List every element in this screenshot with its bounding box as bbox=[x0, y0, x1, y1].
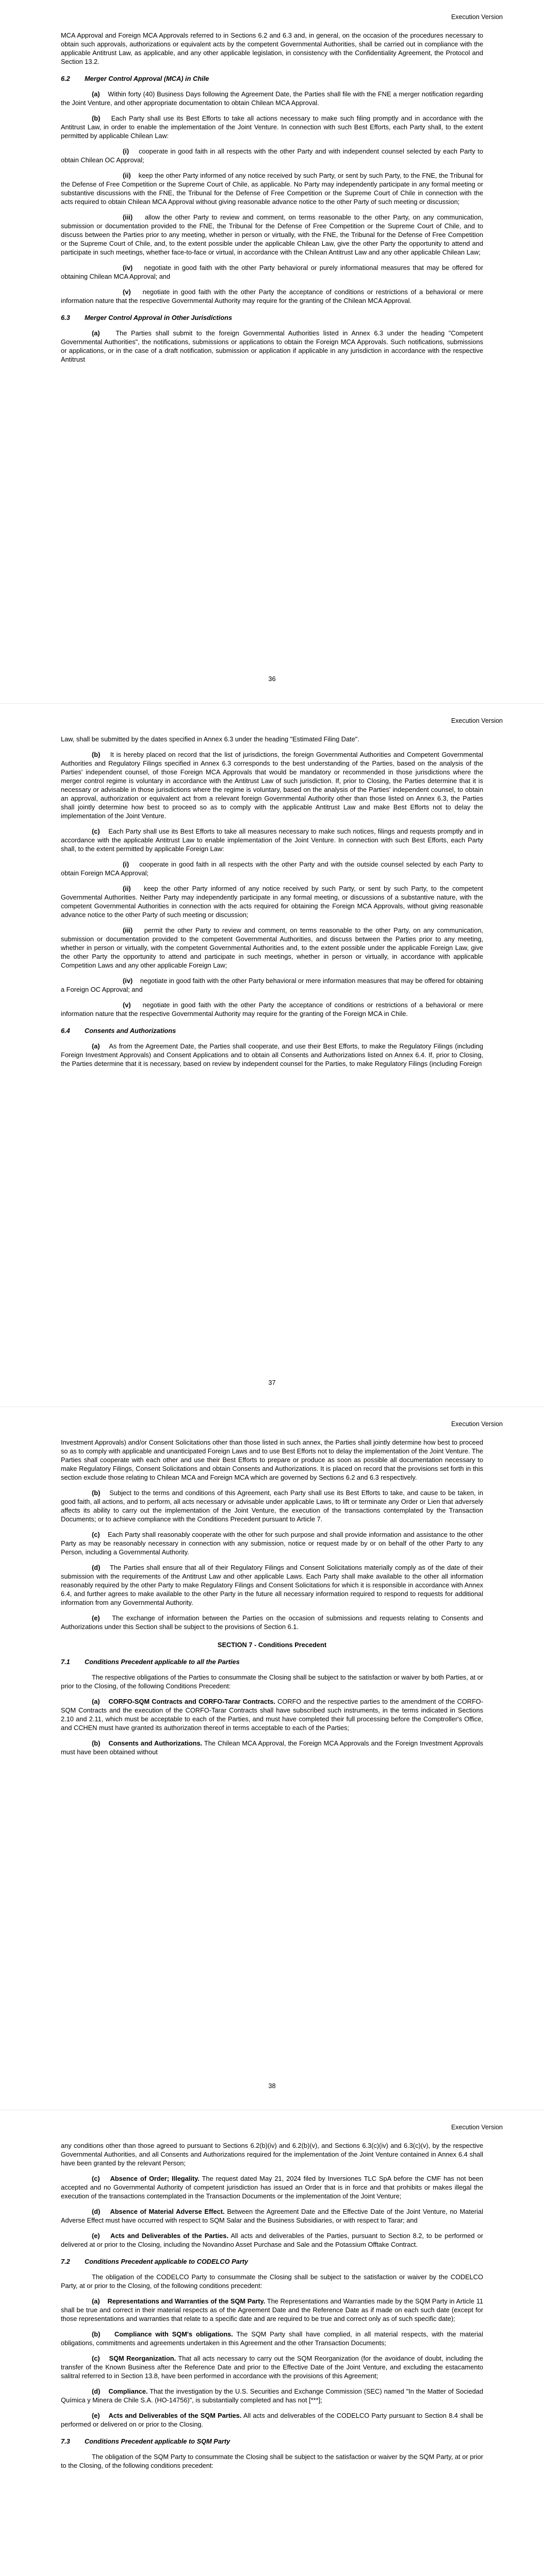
paragraph bbox=[61, 2297, 483, 2323]
clause-label: (b) bbox=[92, 114, 101, 122]
paragraph-text: The request dated May 21, 2024 filed by Inversiones TLC SpA before the CMF has not been accepted and no Governmental Authority of competent jurisdiction has issued an Order that is in force and that prohibits or makes illegal the execution of the transactions contemplated in the Transaction Documents or the implementation of the Joint Venture; bbox=[61, 2175, 483, 2200]
document-page bbox=[0, 703, 544, 1407]
paragraph bbox=[61, 2174, 483, 2200]
section-number: 6.3 bbox=[61, 314, 70, 321]
clause-label: (d) bbox=[92, 1564, 101, 1571]
paragraph bbox=[61, 1614, 483, 1631]
page-body bbox=[61, 2141, 483, 2477]
paragraph-text: negotiate in good faith with the other Party behavioral or mere information measures that may be offered for obtaining a Foreign OC Approval; and bbox=[61, 977, 483, 993]
paragraph-text: That the investigation by the U.S. Securities and Exchange Commission (SEC) named "In the Matter of Sociedad Química y Minera de Chile S.A. (HO-14756)", is substantially completed and has not [***]; bbox=[61, 2387, 483, 2404]
paragraph-text: keep the other Party informed of any notice received by such Party, or sent by such Party, to the competent Governmental Authorities. Neither Party may independently participate in any formal meeting, or discussions of a substantive nature, with the competent Governmental Authorities in connection with the acts required for obtaining the Foreign MCA Approvals, without giving reasonable advance notice to the other Party of such meeting or discussion; bbox=[61, 885, 483, 919]
paragraph-text: allow the other Party to review and comment, on terms reasonable to the other Party, on any communication, submission or documentation provided to the FNE, the Tribunal for the Defense of Free Competition or the Supreme Court of Chile, and to discuss between the Parties prior to any meeting, whether in person or virtually, with the FNE, the Tribunal for the Defense of Free Competition or the Supreme Court of Chile, and, to the extent possible under the applicable Chilean Law, give the other Party the opportunity to attend and participate in such meetings, whether face-to-face or virtual, in accordance with the Chilean Antitrust Law and any other applicable Chilean Law; bbox=[61, 213, 483, 256]
paragraph bbox=[61, 114, 483, 140]
paragraph-text: Investment Approvals) and/or Consent Solicitations other than those listed in such annex, the Parties shall jointly determine how best to proceed so as to comply with applicable and unanticipated Foreign Laws and to use Best Efforts not to delay the implementation of the Joint Venture. The Parties shall cooperate with each other and use their Best Efforts to prepare or produce as soon as possible all documentation necessary to make Regulatory Filings, Consent Solicitations and obtain Consents and Authorizations. It is placed on record that the provisions set forth in this section exclude those relating to Chilean MCA and Foreign MCA which are governed by Sections 6.2 and 6.3 respectively. bbox=[61, 1438, 483, 1481]
section-title: Conditions Precedent applicable to CODELCO Party bbox=[85, 2258, 249, 2265]
section-heading bbox=[61, 1657, 483, 1666]
paragraph bbox=[61, 2273, 483, 2290]
paragraph bbox=[61, 1697, 483, 1732]
clause-label: (v) bbox=[123, 1001, 131, 1009]
clause-title: Compliance. bbox=[108, 2387, 148, 2395]
paragraph-text: Law, shall be submitted by the dates specified in Annex 6.3 under the heading "Estimated Filing Date". bbox=[61, 735, 359, 743]
paragraph bbox=[61, 926, 483, 970]
paragraph-text: The Chilean MCA Approval, the Foreign MCA Approvals and the Foreign Investment Approvals must have been obtained without bbox=[61, 1739, 483, 1756]
page-number: 36 bbox=[268, 675, 276, 683]
clause-label: (b) bbox=[92, 751, 101, 758]
section-title: Merger Control Approval (MCA) in Chile bbox=[85, 75, 209, 82]
clause-label: (ii) bbox=[123, 172, 131, 179]
clause-label: (i) bbox=[123, 147, 129, 155]
clause-label: (iv) bbox=[123, 977, 133, 985]
section-title: Merger Control Approval in Other Jurisdictions bbox=[85, 314, 233, 321]
paragraph-text: The Parties shall ensure that all of their Regulatory Filings and Consent Solicitations materially comply as of the date of their submission with the requirements of the Antitrust Law and other applicable Laws. Each Party shall make available to the other all information reasonably required by the other Party to make Regulatory Filings and Consent Solicitations for which it is responsible in accordance with Annex 6.4, and further agrees to make available to the other Party in the future all necessary information required to respond to requests for additional information from any Governmental Authority. bbox=[61, 1564, 483, 1606]
paragraph-text: negotiate in good faith with the other Party the acceptance of conditions or restrictions of a behavioral or mere information nature that the respective Governmental Authority may require for the granting of the Foreign MCA in Chile. bbox=[61, 1001, 483, 1018]
section-heading bbox=[61, 1026, 483, 1035]
paragraph bbox=[61, 31, 483, 66]
paragraph-text: Within forty (40) Business Days following the Agreement Date, the Parties shall file with the FNE a merger notification regarding the Joint Venture, and other appropriate documentation to obtain Chilean MCA Approval. bbox=[61, 90, 483, 107]
paragraph bbox=[61, 213, 483, 257]
clause-title: Acts and Deliverables of the SQM Parties. bbox=[108, 2412, 242, 2419]
clause-label: (d) bbox=[92, 2387, 101, 2395]
section-heading bbox=[61, 2257, 483, 2266]
paragraph bbox=[61, 2411, 483, 2429]
section-title: Consents and Authorizations bbox=[85, 1027, 176, 1035]
paragraph bbox=[61, 1563, 483, 1607]
clause-title: CORFO-SQM Contracts and CORFO-Tarar Contracts. bbox=[108, 1698, 275, 1705]
clause-label: (b) bbox=[92, 1489, 101, 1497]
section-title: Conditions Precedent applicable to all the Parties bbox=[85, 1658, 240, 1666]
paragraph bbox=[61, 287, 483, 305]
page-number: 38 bbox=[268, 2082, 276, 2090]
paragraph bbox=[61, 2354, 483, 2380]
paragraph-text: negotiate in good faith with the other Party the acceptance of conditions or restrictions of a behavioral or mere information nature that the respective Governmental Authority may require for the granting of the Chilean MCA Approval. bbox=[61, 288, 483, 304]
paragraph-text: any conditions other than those agreed to pursuant to Sections 6.2(b)(iv) and 6.2(b)(v), and Sections 6.3(c)(iv) and 6.3(c)(v), by the respective Governmental Authorities, and all Consents and Authorizations required for the implementation of the Joint Venture contained in Annex 6.4 shall have been granted by the relevant Person; bbox=[61, 2142, 483, 2167]
clause-label: (c) bbox=[92, 2354, 100, 2362]
paragraph bbox=[61, 1001, 483, 1018]
clause-label: (a) bbox=[92, 1698, 100, 1705]
paragraph-text: As from the Agreement Date, the Parties shall cooperate, and use their Best Efforts, to make the Regulatory Filings (including Foreign Investment Approvals) and Consent Applications and to obtain all Consents and Authorizations listed on Annex 6.4. If, prior to Closing, the Parties determine that it is necessary, based on review by independent counsel for the Parties, to make Regulatory Filings (including Foreign bbox=[61, 1042, 483, 1067]
clause-label: (a) bbox=[92, 90, 100, 98]
paragraph bbox=[61, 735, 483, 743]
paragraph bbox=[61, 329, 483, 364]
paragraph bbox=[61, 2141, 483, 2167]
clause-label: (c) bbox=[92, 1531, 100, 1538]
page-body bbox=[61, 1438, 483, 1763]
clause-title: SQM Reorganization. bbox=[109, 2354, 176, 2362]
paragraph bbox=[61, 750, 483, 820]
section-heading bbox=[61, 313, 483, 322]
paragraph-text: That all acts necessary to carry out the SQM Reorganization (for the avoidance of doubt, including the transfer of the Known Business after the Reference Date and prior to the Effective Date of the Joint Venture, and excluding the estacamento salitral referred to in Section 13.8, have been performed in accordance with the provisions of this Agreement; bbox=[61, 2354, 483, 2380]
clause-label: (ii) bbox=[123, 885, 131, 892]
section-heading bbox=[61, 2437, 483, 2446]
paragraph bbox=[61, 1438, 483, 1482]
clause-label: (b) bbox=[92, 1739, 101, 1747]
clause-label: (e) bbox=[92, 2412, 100, 2419]
clause-label: (i) bbox=[123, 860, 129, 868]
clause-label: (iv) bbox=[123, 264, 133, 272]
paragraph bbox=[61, 1739, 483, 1756]
page-header: Execution Version bbox=[451, 13, 503, 21]
paragraph bbox=[61, 1673, 483, 1690]
paragraph-text: The respective obligations of the Parties to consummate the Closing shall be subject to the satisfaction or waiver by both Parties, at or prior to the Closing, of the following Conditions Precedent: bbox=[61, 1673, 483, 1690]
clause-label: (a) bbox=[92, 1042, 100, 1050]
paragraph-text: keep the other Party informed of any notice received by such Party, or sent by such Party, to the FNE, the Tribunal for the Defense of Free Competition or the Supreme Court of Chile, as applicable. No Party may independently participate in any formal meeting or substantive discussions with the FNE, the Tribunal for the Defense of Free Competition or the Supreme Court of Chile in connection with the acts required to obtain Chilean MCA Approval without giving reasonable advance notice to the other Party of such meeting or discussion; bbox=[61, 172, 483, 206]
clause-label: (a) bbox=[92, 2297, 100, 2305]
paragraph-text: Each Party shall use its Best Efforts to take all measures necessary to make such notices, filings and requests promptly and in accordance with the applicable Antitrust Law to enable implementation of the Joint Venture. In connection with such Best Efforts, each Party shall, to the extent permitted by applicable Foreign Law: bbox=[61, 827, 483, 853]
clause-title: Absence of Material Adverse Effect. bbox=[110, 2208, 225, 2215]
section-heading bbox=[61, 74, 483, 83]
page-body bbox=[61, 735, 483, 1075]
section-number: 7.3 bbox=[61, 2437, 70, 2445]
document-page bbox=[0, 0, 544, 703]
section-number: 6.2 bbox=[61, 75, 70, 82]
clause-label: (b) bbox=[92, 2330, 101, 2338]
paragraph-text: The SQM Party shall have complied, in all material respects, with the material obligations, commitments and agreements undertaken in this Agreement and the other Transaction Documents; bbox=[61, 2330, 483, 2347]
paragraph bbox=[61, 976, 483, 994]
paragraph bbox=[61, 2330, 483, 2347]
paragraph-text: cooperate in good faith in all respects with the other Party and with independent counsel selected by each Party to obtain Chilean OC Approval; bbox=[61, 147, 483, 164]
paragraph-text: Between the Agreement Date and the Effective Date of the Joint Venture, no Material Adverse Effect must have occurred with respect to SQM Salar and the Business Subsidiaries, or with respect to Tarar; and bbox=[61, 2208, 483, 2224]
paragraph-text: Subject to the terms and conditions of this Agreement, each Party shall use its Best Efforts to take, and cause to be taken, in good faith, all actions, and to perform, all acts necessary or advisable under applicable Laws, to lift or terminate any Order or Lien that adversely affects its ability to carry out the implementation of the Joint Venture, the execution of the transactions contemplated by the Transaction Documents; or to achieve compliance with the Conditions Precedent pursuant to Article 7. bbox=[61, 1489, 483, 1523]
paragraph bbox=[61, 860, 483, 877]
clause-label: (iii) bbox=[123, 926, 133, 934]
paragraph bbox=[61, 827, 483, 853]
clause-label: (c) bbox=[92, 827, 100, 835]
paragraph bbox=[61, 1530, 483, 1556]
section-title: Conditions Precedent applicable to SQM Party bbox=[85, 2437, 230, 2445]
paragraph-text: cooperate in good faith in all respects with the other Party and with the outside counsel selected by each Party to obtain Foreign MCA Approval; bbox=[61, 860, 483, 877]
clause-label: (a) bbox=[92, 329, 100, 337]
section-number: 6.4 bbox=[61, 1027, 70, 1035]
paragraph-text: permit the other Party to review and comment, on terms reasonable to the other Party, on any communication, submission or documentation provided to the competent Governmental Authorities, and discuss between the Parties prior to any meeting, whether in person or virtually, with the competent Governmental Authorities and, to the extent possible under the applicable Foreign Law, give the other Party the opportunity to attend and participate in such meetings, whether in person or virtually, in accordance with applicable Competition Laws and any other applicable Foreign Law; bbox=[61, 926, 483, 969]
clause-title: Representations and Warranties of the SQM Party. bbox=[107, 2297, 266, 2305]
paragraph-text: It is hereby placed on record that the list of jurisdictions, the foreign Governmental Authorities and Competent Governmental Authorities and Regulatory Filings specified in Annex 6.3 corresponds to the best understanding of the Parties, based on the analysis of the Parties' independent counsel, of those Foreign MCA Approvals that would be mandatory or recommended in those jurisdictions where the merger control regime is voluntary in accordance with the Antitrust Law of such jurisdiction. If, prior to Closing, the Parties determine that it is necessary or advisable in those jurisdictions where the regime is voluntary, based on the analysis of the Parties' independent counsel, to obtain an approval, authorization or equivalent act from a relevant foreign Governmental Authority other than those listed on Annex 6.3, the Parties shall jointly determine how best to proceed so as to comply with the applicable Antitrust Law and make Best Efforts not to delay the implementation of the Joint Venture. bbox=[61, 751, 483, 820]
page-header: Execution Version bbox=[451, 1420, 503, 1428]
clause-title: Consents and Authorizations. bbox=[108, 1739, 203, 1747]
paragraph bbox=[61, 171, 483, 206]
paragraph-text: The obligation of the SQM Party to consummate the Closing shall be subject to the satisfaction or waiver by the SQM Party, at or prior to the Closing, of the following conditions precedent: bbox=[61, 2453, 483, 2469]
clause-title: Compliance with SQM's obligations. bbox=[114, 2330, 233, 2338]
paragraph-text: The Representations and Warranties made by the SQM Party in Article 11 shall be true and correct in their material respects as of the Agreement Date and the Reference Date as if made on each such date (except for those representations and warranties that relate to a specific date and are required to be true and correct only as of such specific date); bbox=[61, 2297, 483, 2323]
paragraph bbox=[61, 1488, 483, 1523]
section-number: 7.2 bbox=[61, 2258, 70, 2265]
paragraph bbox=[61, 884, 483, 919]
paragraph-text: All acts and deliverables of the Parties, pursuant to Section 8.2, to be performed or delivered at or prior to the Closing, including the Novandino Asset Purchase and Sale and the Potassium Offtake Contract. bbox=[61, 2232, 484, 2248]
paragraph bbox=[61, 1042, 483, 1068]
clause-label: (d) bbox=[92, 2208, 101, 2215]
paragraph bbox=[61, 90, 483, 107]
paragraph-text: Each Party shall use its Best Efforts to take all actions necessary to make such filing promptly and in accordance with the Antitrust Law, in order to enable the implementation of the Joint Venture. In connection with such Best Efforts, each Party shall, to the extent permitted by applicable Chilean Law: bbox=[61, 114, 483, 140]
clause-label: (c) bbox=[92, 2175, 100, 2182]
document-page bbox=[0, 1406, 544, 2110]
clause-label: (e) bbox=[92, 2232, 100, 2240]
clause-label: (e) bbox=[92, 1614, 100, 1622]
paragraph bbox=[61, 2452, 483, 2470]
paragraph-text: All acts and deliverables of the CODELCO Party pursuant to Section 8.4 shall be performed or delivered on or prior to the Closing. bbox=[61, 2412, 483, 2428]
paragraph bbox=[61, 263, 483, 281]
page-number: 37 bbox=[268, 1379, 276, 1386]
paragraph-text: The Parties shall submit to the foreign Governmental Authorities listed in Annex 6.3 under the heading "Competent Governmental Authorities", the notifications, submissions or applications to obtain the Foreign MCA Approvals. Such notifications, submissions or applications, or in the case of a draft notification, submission or application if applicable in any jurisdiction in accordance with the respective Antitrust bbox=[61, 329, 483, 363]
paragraph bbox=[61, 147, 483, 164]
paragraph bbox=[61, 2387, 483, 2404]
page-header: Execution Version bbox=[451, 2124, 503, 2131]
paragraph-text: MCA Approval and Foreign MCA Approvals referred to in Sections 6.2 and 6.3 and, in general, on the occasion of the procedures necessary to obtain such approvals, authorizations or equivalent acts by the competent Governmental Authorities, shall be carried out in compliance with the applicable Antitrust Law, as applicable, and any other applicable legislation, in consistency with the Confidentiality Agreement, the Protocol and Section 13.2. bbox=[61, 31, 483, 65]
paragraph bbox=[61, 2231, 483, 2249]
page-body bbox=[61, 31, 483, 370]
page-header: Execution Version bbox=[451, 717, 503, 724]
paragraph-text: Each Party shall reasonably cooperate with the other for such purpose and shall provide information and assistance to the other Party as may be reasonably necessary in connection with any submission, notice or request made by or on behalf of the other Party to any Person, including a Governmental Authority. bbox=[61, 1531, 483, 1556]
paragraph-text: negotiate in good faith with the other Party behavioral or purely informational measures that may be offered for obtaining Chilean MCA Approval; and bbox=[61, 264, 483, 280]
paragraph-text: The exchange of information between the Parties on the occasion of submissions and requests relating to Consents and Authorizations under this Section shall be subject to the provisions of Section 6.1. bbox=[61, 1614, 483, 1631]
paragraph-text: CORFO and the respective parties to the amendment of the CORFO-SQM Contracts and the execution of the CORFO-Tarar Contracts shall have subscribed such instruments, in the terms indicated in Sections 2.10 and 2.11, which must be acceptable to each of the Parties, and must have completed their full processing before the Comptroller's Office, and CCHEN must have granted its authorization thereof in terms acceptable to each of the Parties; bbox=[61, 1698, 483, 1732]
article-heading: SECTION 7 - Conditions Precedent bbox=[217, 1641, 327, 1649]
paragraph bbox=[61, 2207, 483, 2225]
document-page bbox=[0, 2110, 544, 2576]
paragraph-text: The obligation of the CODELCO Party to consummate the Closing shall be subject to the satisfaction or waiver by the CODELCO Party, at or prior to the Closing, of the following conditions precedent: bbox=[61, 2273, 483, 2290]
clause-label: (v) bbox=[123, 288, 131, 296]
clause-title: Acts and Deliverables of the Parties. bbox=[110, 2232, 228, 2240]
clause-title: Absence of Order; Illegality. bbox=[110, 2175, 200, 2182]
section-number: 7.1 bbox=[61, 1658, 70, 1666]
clause-label: (iii) bbox=[123, 213, 133, 221]
